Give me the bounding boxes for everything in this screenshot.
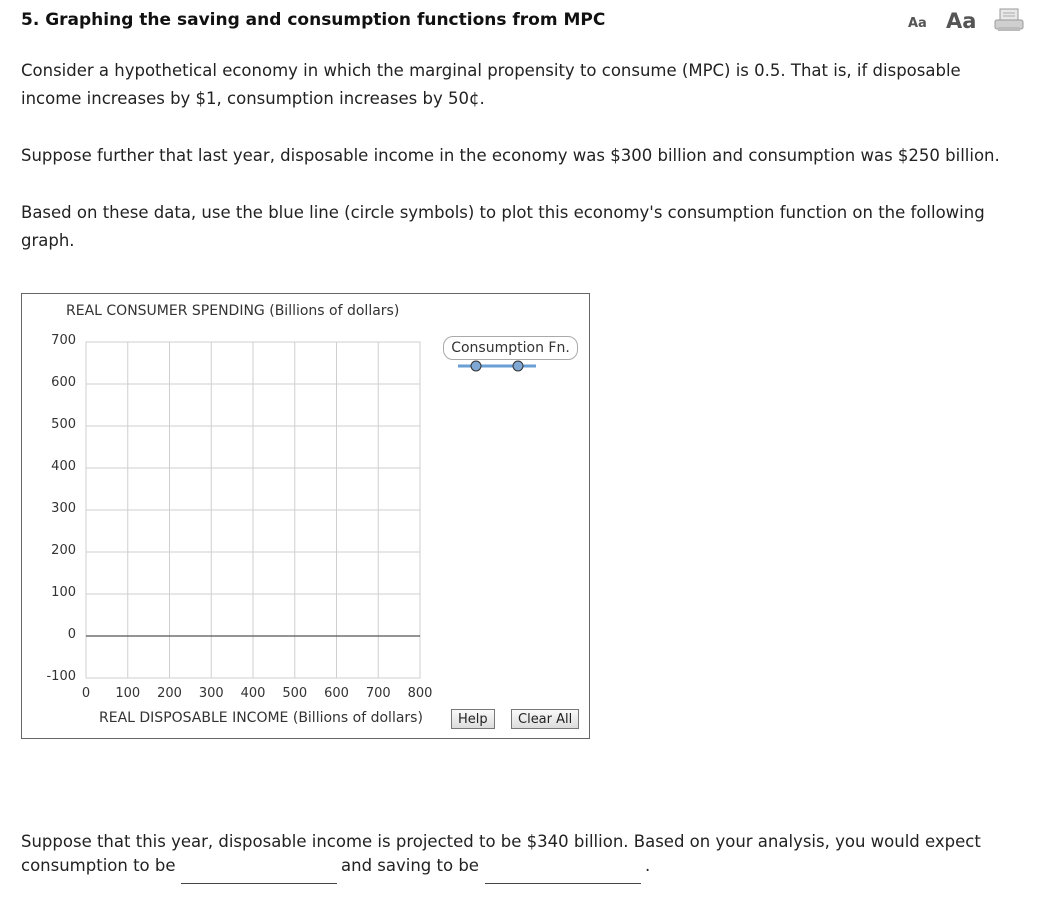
x-tick-label: 600 xyxy=(324,686,349,701)
legend-consumption-fn: Consumption Fn. xyxy=(443,336,578,360)
clear-all-button[interactable]: Clear All xyxy=(511,709,579,729)
y-tick-label: 600 xyxy=(51,375,76,390)
y-tick-label: 700 xyxy=(51,333,76,348)
x-axis-label: REAL DISPOSABLE INCOME (Billions of dollars) xyxy=(99,710,423,726)
page-title: 5. Graphing the saving and consumption functions from MPC xyxy=(21,10,606,30)
y-tick-label: 100 xyxy=(51,585,76,600)
consumption-prefix: consumption to be xyxy=(21,856,176,875)
print-icon[interactable] xyxy=(994,8,1024,32)
font-size-large-button[interactable]: Aa xyxy=(946,9,977,33)
end-period: . xyxy=(645,856,651,875)
y-tick-label: 0 xyxy=(67,627,76,642)
consumption-answer-input[interactable] xyxy=(181,859,337,884)
graph-panel xyxy=(21,293,590,739)
grid-lines xyxy=(86,342,420,678)
y-tick-label: 300 xyxy=(51,501,76,516)
x-tick-label: 100 xyxy=(115,686,141,701)
x-tick-label: 200 xyxy=(157,686,182,701)
x-tick-label: 800 xyxy=(407,686,433,701)
y-axis-label: REAL CONSUMER SPENDING (Billions of dollars) xyxy=(66,303,400,319)
consumption-fn-drag-tool[interactable] xyxy=(456,358,538,374)
x-tick-label: 300 xyxy=(198,686,224,701)
help-button[interactable]: Help xyxy=(451,709,495,729)
x-tick-label: 0 xyxy=(81,686,91,701)
intro-paragraph: Consider a hypothetical economy in which the marginal propensity to consume (MPC) is 0.5. That is, if disposable income increases by $1, consumption increases by 50¢. xyxy=(21,61,961,108)
y-tick-label: 400 xyxy=(51,459,76,474)
font-size-small-button[interactable]: Aa xyxy=(908,16,927,31)
x-tick-label: 500 xyxy=(282,686,308,701)
x-tick-label: 400 xyxy=(240,686,266,701)
saving-prefix: and saving to be xyxy=(341,856,479,875)
y-tick-label: -100 xyxy=(46,669,76,684)
data-paragraph: Suppose further that last year, disposable income in the economy was $300 billion and consumption was $250 billion. xyxy=(21,146,1000,165)
saving-answer-input[interactable] xyxy=(485,859,641,884)
x-tick-label: 700 xyxy=(365,686,391,701)
instruction-paragraph: Based on these data, use the blue line (circle symbols) to plot this economy's consumption function on the following graph. xyxy=(21,203,985,250)
question-paragraph: Suppose that this year, disposable income is projected to be $340 billion. Based on your analysis, you would expect xyxy=(21,832,981,851)
y-tick-label: 200 xyxy=(51,543,76,558)
y-tick-label: 500 xyxy=(51,417,76,432)
